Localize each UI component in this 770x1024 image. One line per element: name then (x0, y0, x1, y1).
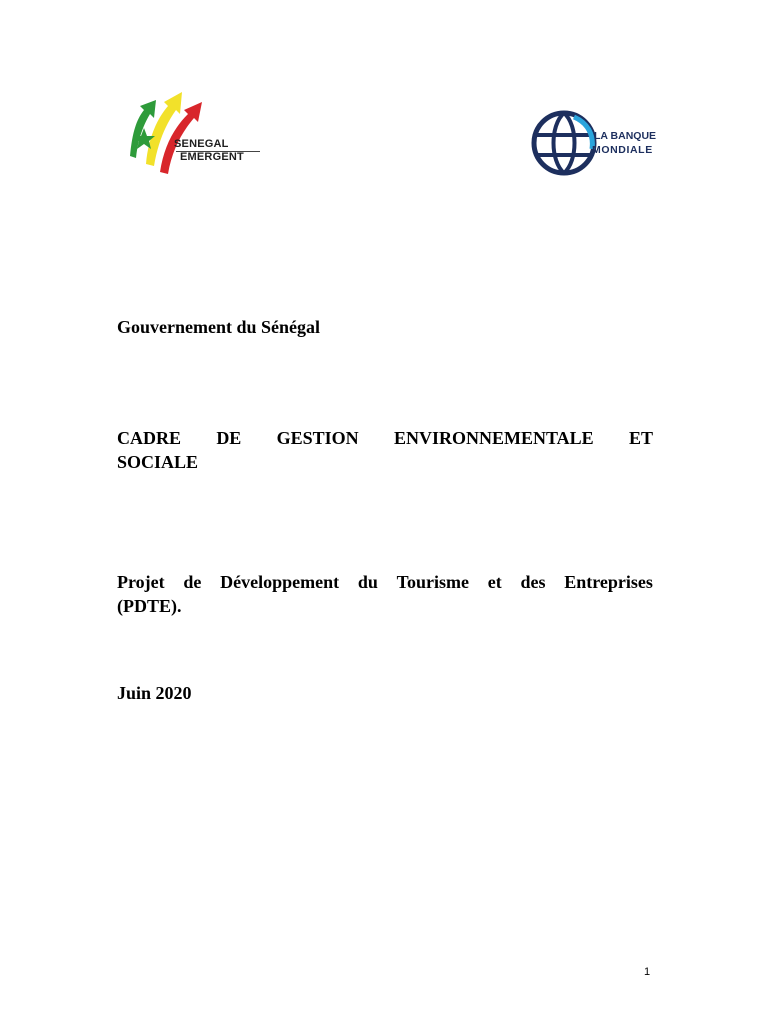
project-line-1 (117, 570, 653, 594)
project-word: Tourisme (396, 572, 469, 592)
document-date: Juin 2020 (117, 683, 192, 703)
senegal-logo-text-line2: EMERGENT (180, 151, 244, 163)
project-line-2: (PDTE). (117, 596, 182, 616)
page-number: 1 (644, 966, 651, 978)
project-word: de (183, 572, 202, 592)
title-word: CADRE (117, 428, 182, 448)
world-bank-logo-text-line2: MONDIALE (592, 144, 653, 156)
government-name: Gouvernement du Sénégal (117, 317, 321, 337)
project-word: des (520, 572, 546, 592)
title-line-1 (117, 426, 653, 450)
senegal-logo-text-line1: SENEGAL (174, 138, 229, 150)
document-title (117, 426, 653, 474)
title-word: ENVIRONNEMENTALE (393, 428, 594, 448)
project-word: du (357, 572, 378, 592)
senegal-emergent-logo (122, 84, 270, 180)
project-word: Entreprises (564, 572, 653, 592)
project-name (117, 570, 653, 618)
project-word: Projet (117, 572, 165, 592)
project-word: Développement (220, 572, 340, 592)
title-word: ET (628, 428, 653, 448)
title-word: DE (216, 428, 242, 448)
world-bank-logo-text-line1: LA BANQUE (594, 130, 657, 142)
world-bank-logo (530, 105, 660, 181)
title-line-2: SOCIALE (117, 452, 199, 472)
project-word: et (487, 572, 502, 592)
title-word: GESTION (276, 428, 359, 448)
